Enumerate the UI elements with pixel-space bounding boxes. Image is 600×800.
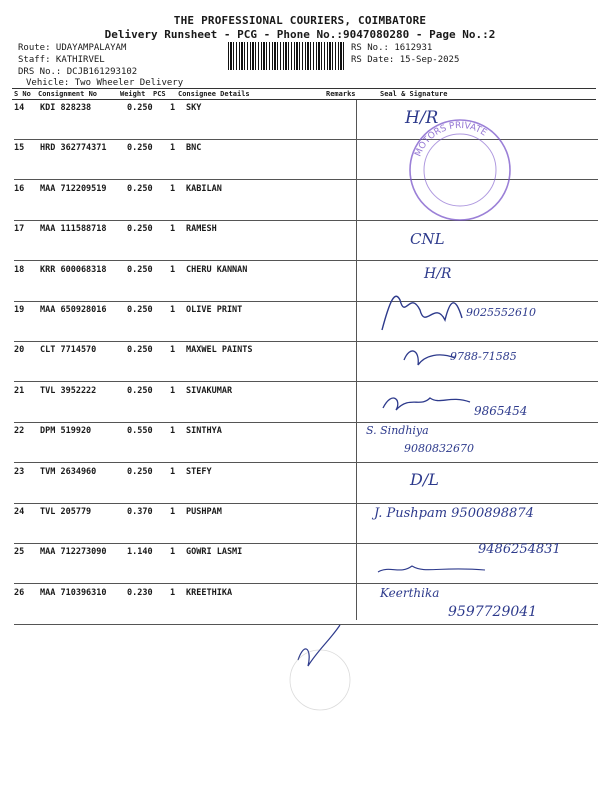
- cell-consignee: SKY: [186, 103, 202, 113]
- cell-consignee: KABILAN: [186, 183, 222, 194]
- handwriting-r22-phone: 9080832670: [404, 442, 474, 455]
- cell-consignee: RAMESH: [186, 224, 217, 235]
- cell-weight: 0.250: [127, 183, 153, 194]
- cell-consignment: MAA 712273090: [40, 547, 107, 558]
- signature-scribble-25: [378, 566, 485, 572]
- cell-sno: 26: [14, 587, 25, 598]
- cell-consignee: SINTHYA: [186, 426, 222, 437]
- cell-weight: 0.250: [127, 305, 153, 315]
- cell-consignment: TVL 205779: [40, 507, 92, 517]
- signature-scribble-21: [383, 398, 470, 410]
- handwriting-r23: D/L: [410, 470, 439, 489]
- cell-consignee: KREETHIKA: [186, 587, 233, 598]
- cell-consignee: STEFY: [186, 466, 212, 477]
- handwriting-r26-phone: 9597729041: [448, 604, 538, 620]
- cell-consignee: GOWRI LASMI: [186, 547, 243, 558]
- handwriting-r14: H/R: [405, 108, 439, 128]
- cell-pcs: 1: [170, 587, 176, 598]
- cell-sno: 22: [14, 426, 25, 437]
- cell-consignment: HRD 362774371: [40, 143, 107, 154]
- handwriting-r26-name: Keerthika: [380, 586, 440, 600]
- drs-info: DRS No.: DCJB161293102: [18, 67, 138, 77]
- cell-sno: 25: [14, 547, 25, 558]
- cell-consignment: MAA 710396310: [40, 587, 107, 598]
- rs-date: RS Date: 15-Sep-2025: [351, 55, 460, 65]
- cell-pcs: 1: [170, 385, 176, 396]
- faint-stamp-bottom: [290, 650, 350, 710]
- cell-consignment: TVL 3952222: [40, 385, 97, 396]
- cell-consignment: KRR 600068318: [40, 264, 107, 275]
- cell-sno: 15: [14, 143, 25, 154]
- handwriting-r25-phone: 9486254831: [478, 542, 561, 557]
- cell-weight: 0.250: [127, 143, 153, 154]
- rs-number: RS No.: 1612931: [351, 43, 433, 53]
- cell-consignment: CLT 7714570: [40, 345, 97, 356]
- cell-pcs: 1: [170, 507, 176, 517]
- col-consignment: Consignment No: [38, 90, 98, 98]
- cell-consignee: BNC: [186, 143, 202, 154]
- route-info: Route: UDAYAMPALAYAM: [18, 43, 127, 53]
- cell-weight: 0.370: [127, 507, 153, 517]
- handwriting-r21-phone: 9865454: [474, 404, 528, 418]
- handwriting-r20-phone: 9788-71585: [450, 350, 517, 363]
- cell-pcs: 1: [170, 547, 176, 558]
- handwriting-r24: J. Pushpam 9500898874: [374, 506, 534, 521]
- cell-weight: 0.550: [127, 426, 153, 437]
- cell-consignment: KDI 828238: [40, 103, 92, 113]
- cell-consignment: MAA 712209519: [40, 183, 107, 194]
- cell-consignment: TVM 2634960: [40, 466, 97, 477]
- cell-weight: 0.230: [127, 587, 153, 598]
- company-title: THE PROFESSIONAL COURIERS, COIMBATORE: [173, 14, 427, 27]
- cell-consignment: MAA 111588718: [40, 224, 107, 235]
- cell-pcs: 1: [170, 466, 176, 477]
- cell-consignment: MAA 650928016: [40, 305, 107, 315]
- cell-sno: 21: [14, 385, 25, 396]
- cell-weight: 0.250: [127, 264, 153, 275]
- cell-weight: 0.250: [127, 224, 153, 235]
- stamp-text: MOTORS PRIVATE: [413, 120, 489, 159]
- cell-sno: 23: [14, 466, 25, 477]
- cell-pcs: 1: [170, 143, 176, 154]
- cell-pcs: 1: [170, 264, 176, 275]
- handwriting-r19-phone: 9025552610: [466, 306, 536, 319]
- cell-weight: 1.140: [127, 547, 153, 558]
- cell-pcs: 1: [170, 345, 176, 356]
- cell-sno: 24: [14, 507, 25, 517]
- handwriting-r18: H/R: [424, 266, 452, 282]
- handwriting-r22-name: S. Sindhiya: [366, 424, 429, 437]
- cell-consignee: OLIVE PRINT: [186, 305, 243, 315]
- cell-pcs: 1: [170, 183, 176, 194]
- runsheet-title: Delivery Runsheet - PCG - Phone No.:9047080280 - Page No.:2: [104, 28, 496, 41]
- cell-weight: 0.250: [127, 466, 153, 477]
- cell-weight: 0.250: [127, 345, 153, 356]
- company-stamp: [410, 120, 510, 220]
- cell-consignee: MAXWEL PAINTS: [186, 345, 253, 356]
- cell-pcs: 1: [170, 224, 176, 235]
- cell-sno: 18: [14, 264, 25, 275]
- cell-pcs: 1: [170, 305, 176, 315]
- cell-weight: 0.250: [127, 103, 153, 113]
- col-pcs: PCS: [153, 90, 166, 98]
- cell-pcs: 1: [170, 426, 176, 437]
- signature-scribble-19: [382, 296, 462, 330]
- signature-scribble-20: [404, 351, 455, 365]
- col-sno: S No: [14, 90, 31, 98]
- vehicle-info: Vehicle: Two Wheeler Delivery: [26, 78, 184, 88]
- cell-consignee: PUSHPAM: [186, 507, 222, 517]
- cell-consignee: SIVAKUMAR: [186, 385, 233, 396]
- cell-sno: 17: [14, 224, 25, 235]
- cell-sno: 16: [14, 183, 25, 194]
- cell-pcs: 1: [170, 103, 176, 113]
- cell-consignee: CHERU KANNAN: [186, 264, 248, 275]
- cell-sno: 20: [14, 345, 25, 356]
- col-remarks: Remarks: [326, 90, 356, 98]
- cell-weight: 0.250: [127, 385, 153, 396]
- cell-sno: 19: [14, 305, 25, 315]
- col-seal: Seal & Signature: [380, 90, 448, 98]
- col-weight: Weight: [120, 90, 146, 98]
- signature-bottom: [298, 625, 340, 666]
- handwriting-r16: CNL: [410, 230, 445, 248]
- staff-info: Staff: KATHIRVEL: [18, 55, 105, 65]
- cell-sno: 14: [14, 103, 25, 113]
- col-consignee: Consignee Details: [178, 90, 250, 98]
- cell-consignment: DPM 519920: [40, 426, 92, 437]
